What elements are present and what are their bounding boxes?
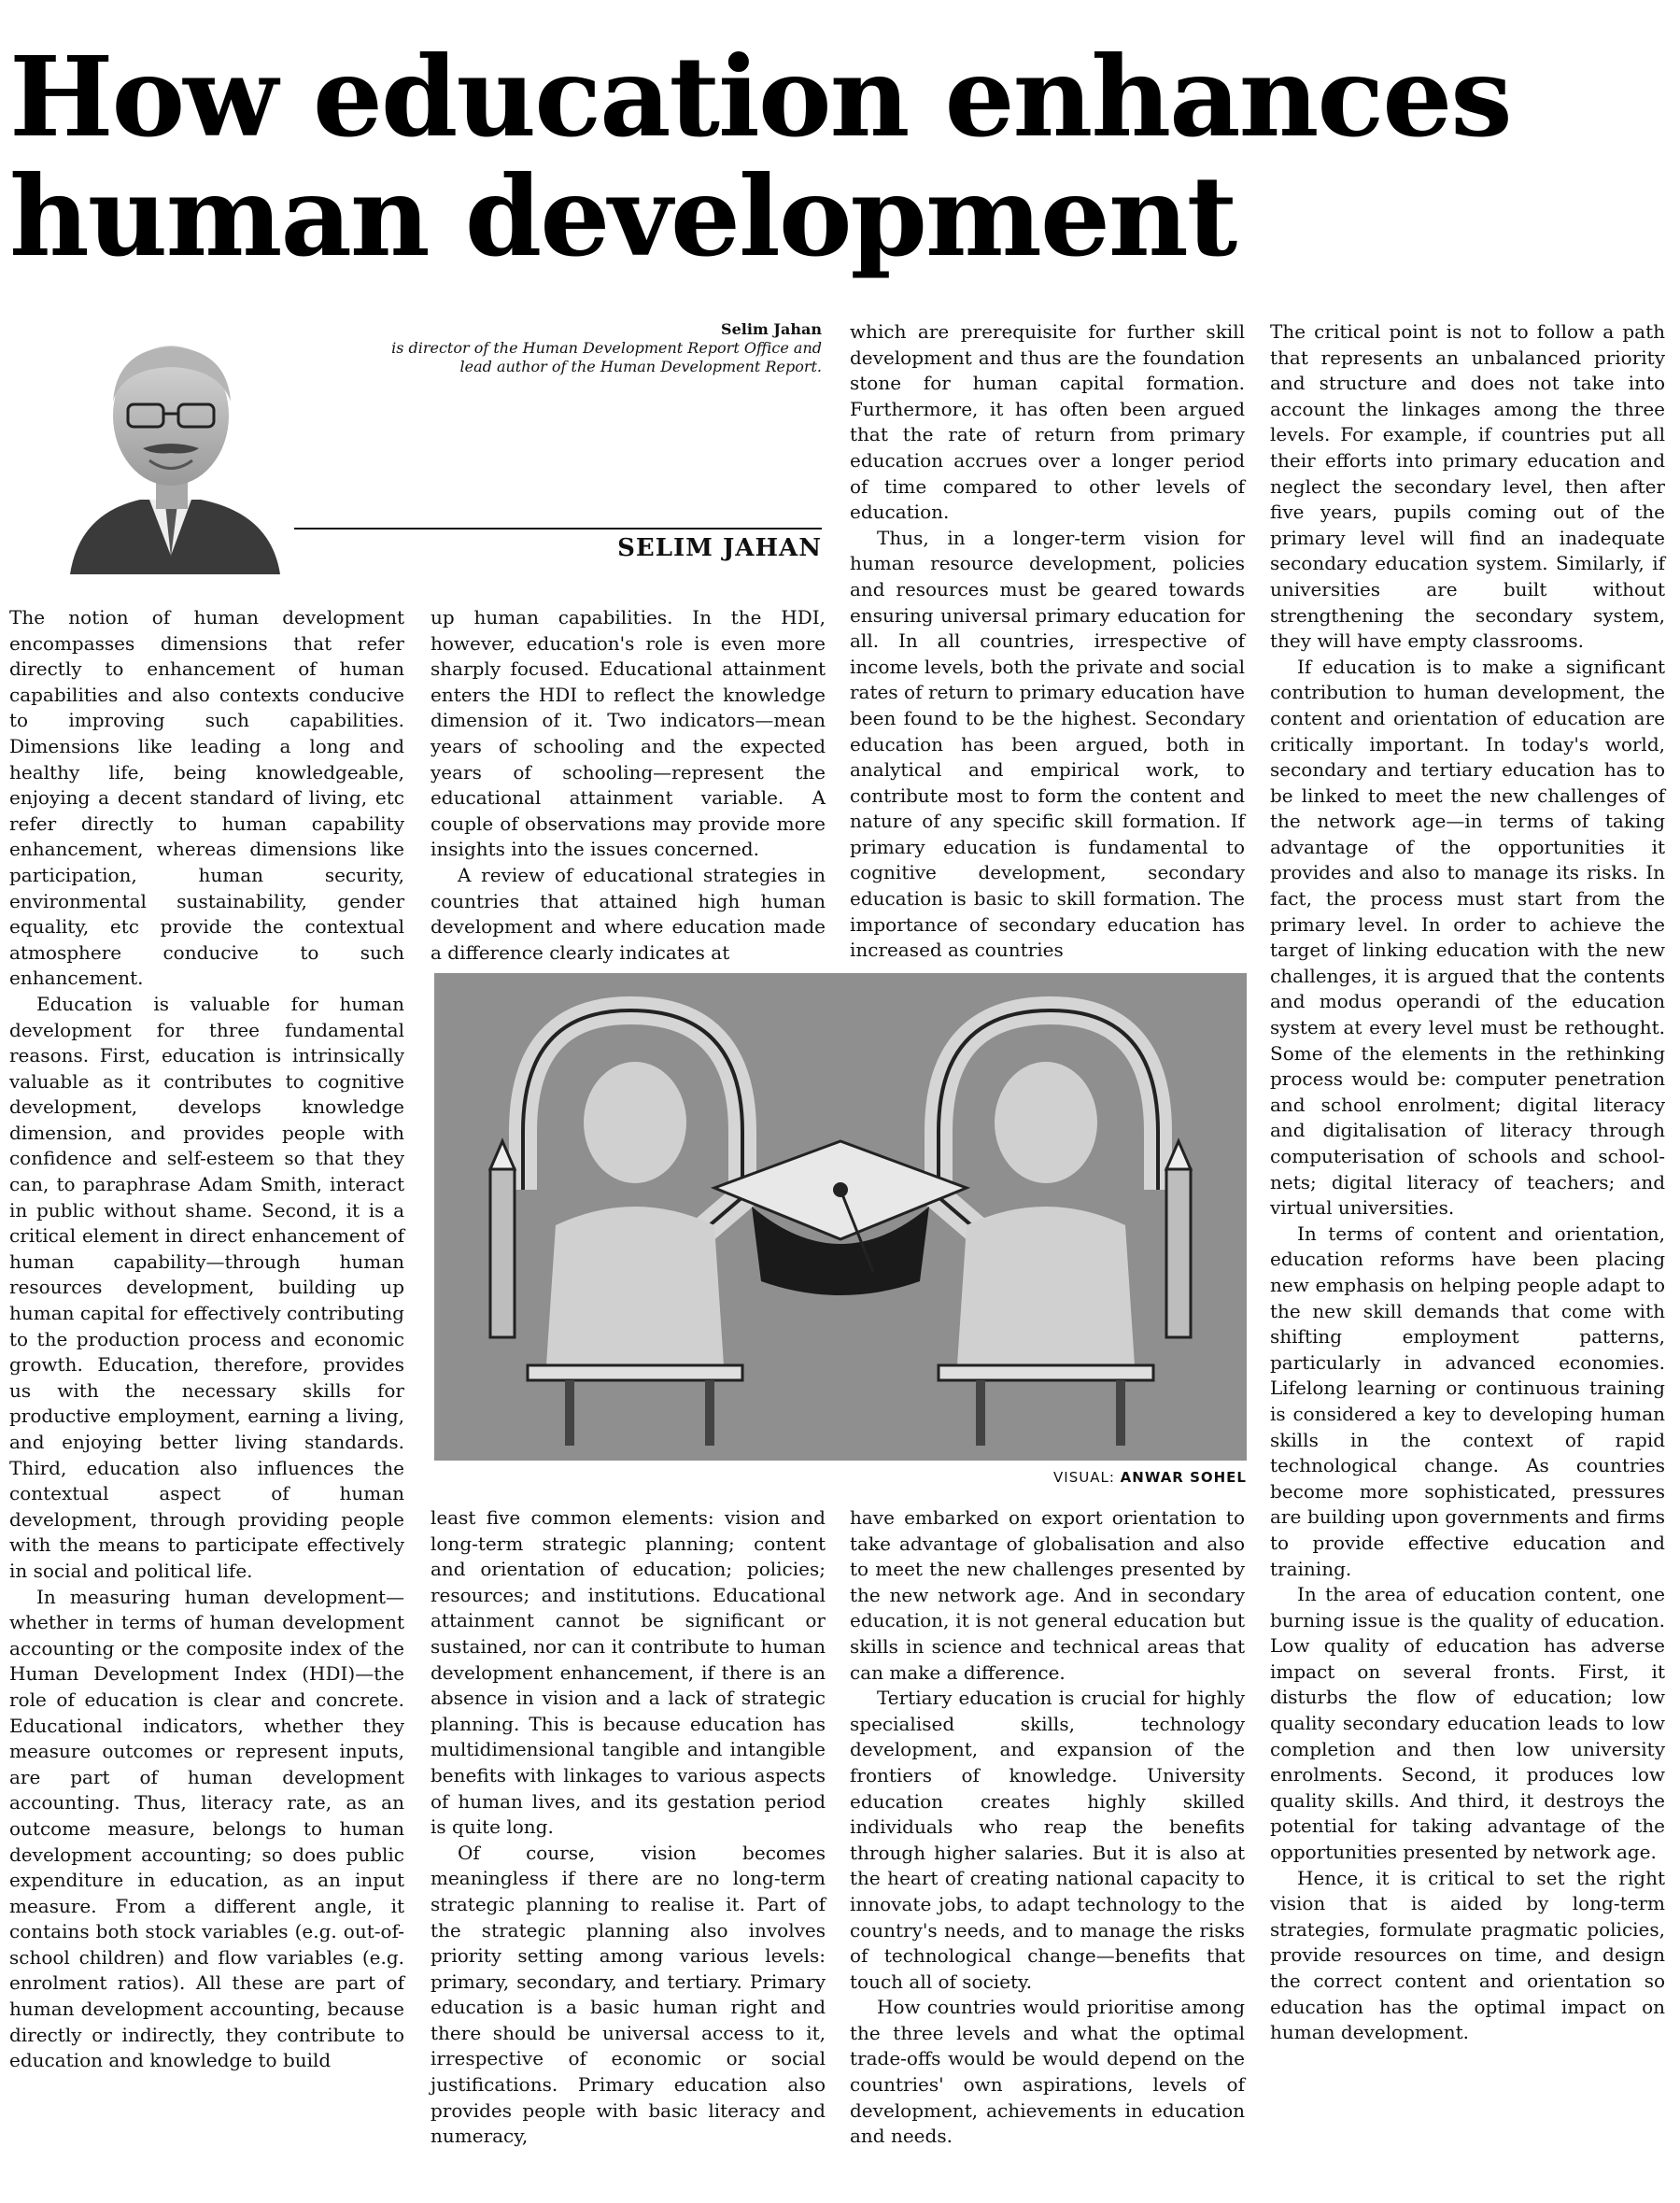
author-portrait	[51, 313, 294, 574]
column-3-bottom	[850, 1505, 1245, 2150]
paragraph: In terms of content and orientation, education reforms have been placing new emphasis on helping people adapt to the new skill demands that come with shifting employment patterns, particularly in advanced economies. Lifelong learning or continuous training is considered a key to developing human skills in the context of rapid technological change. As countries become more sophisticated, pressures are building upon governments and firms to provide effective education and training.	[1270, 1222, 1665, 1580]
visual-credit-name: ANWAR SOHEL	[1120, 1469, 1247, 1486]
paragraph: Hence, it is critical to set the right vision that is aided by long-term strategies, formulate pragmatic policies, provide resources on time, and design the correct content and orientation so education has the optimal impact on human development.	[1270, 1866, 1665, 2044]
paragraph: How countries would prioritise among the three levels and what the optimal trade-offs would be would depend on the countries' own aspirations, levels of development, achievements in education and needs.	[850, 1996, 1245, 2148]
column-3-top	[850, 319, 1245, 964]
byline-bio: is director of the Human Development Report Office and lead author of the Human Development Report.	[391, 339, 822, 375]
paragraph: least five common elements: vision and long-term strategic planning; content and orientation of education; policies; resources; and institutions. Educational attainment cannot be significant or sustained, nor can it contribute to human development enhancement, if there is an absence in vision and a lack of strategic planning. This is because education has multidimensional tangible and intangible benefits with linkages to various aspects of human lives, and its gestation period is quite long.	[431, 1506, 826, 1839]
column-2-bottom	[431, 1505, 826, 2150]
paragraph: which are prerequisite for further skill development and thus are the foundation stone for human capital formation. Furthermore, it has often been argued that the rate of return from primary education accrues over a longer period of time compared to other levels of education.	[850, 320, 1245, 524]
paragraph: In measuring human development—whether in terms of human development accounting or the composite index of the Human Development Index (HDI)—the role of education is clear and concrete. Educational indicators, whether they measure outcomes or represent inputs, are part of human development accounting. Thus, literacy rate, as an outcome measure, belongs to human development accounting; so does public expenditure in education, as an input measure. From a different angle, it contains both stock variables (e.g. out-of-school children) and flow variables (e.g. enrolment ratios). All these are part of human development accounting, because directly or indirectly, they contribute to education and knowledge to build	[9, 1585, 404, 2072]
paragraph: In the area of education content, one burning issue is the quality of education. Low quality of education has adverse impact on several fronts. First, it disturbs the flow of education; low quality secondary education leads to low completion and then low university enrolments. Second, it produces low quality skills. And third, it destroys the potential for taking advantage of the opportunities presented by network age.	[1270, 1583, 1665, 1864]
visual-credit	[840, 1469, 1247, 1486]
visual-credit-label: VISUAL:	[1053, 1469, 1115, 1486]
byline-name: Selim Jahan	[721, 320, 822, 338]
paragraph: If education is to make a significant contribution to human development, the content and orientation of education are critically important. In today's world, secondary and tertiary education has to be linked to meet the new challenges of the network age—in terms of taking advantage of the opportunities it provides and also to manage its risks. In fact, the process must start from the primary level. In order to achieve the target of linking education with the new challenges, it is argued that the contents and modus operandi of the education system at every level must be rethought. Some of the elements in the rethinking process would be: computer penetration and school enrolment; digital literacy and digitalisation of literacy through computerisation of schools and school-nets; digital literacy of teachers; and virtual universities.	[1270, 655, 1665, 1220]
paragraph: Education is valuable for human development for three fundamental reasons. First, education is intrinsically valuable as it contributes to cognitive development, develops knowledge dimension, and provides people with confidence and self-esteem so that they can, to paraphrase Adam Smith, interact in public without shame. Second, it is a critical element in direct enhancement of human capability—through human resources development, building up human capital for effectively contributing to the production process and economic growth. Education, therefore, provides us with the necessary skills for productive employment, earning a living, and enjoying better living standards. Third, education also influences the contextual aspect of human development, through providing people with the means to participate effectively in social and political life.	[9, 992, 404, 1582]
paragraph: The critical point is not to follow a path that represents an unbalanced priority and structure and does not take into account the linkages among the three levels. For example, if countries put all their efforts into primary education and neglect the secondary level, then after five years, pupils coming out of the primary level will find an inadequate secondary education system. Similarly, if universities are built without strengthening the secondary system, they will have empty classrooms.	[1270, 320, 1665, 653]
paragraph: Thus, in a longer-term vision for human resource development, policies and resources must be geared towards ensuring universal primary education for all. In all countries, irrespective of income levels, both the private and social rates of return to primary education have been found to be the highest. Secondary education has been argued, both in analytical and empirical work, to contribute most to form the content and nature of any specific skill formation. If primary education is fundamental to cognitive development, secondary education is basic to skill formation. The importance of secondary education has increased as countries	[850, 526, 1245, 962]
paragraph: up human capabilities. In the HDI, however, education's role is even more sharply focused. Educational attainment enters the HDI to reflect the knowledge dimension of it. Two indicators—mean years of schooling and the expected years of schooling—represent the educational attainment variable. A couple of observations may provide more insights into the issues concerned.	[431, 606, 826, 861]
headline: How education enhances human development	[9, 32, 1511, 281]
byline-caps: SELIM JAHAN	[617, 534, 822, 562]
illustration	[434, 973, 1247, 1461]
byline-rule	[294, 528, 822, 530]
byline-block	[374, 320, 822, 376]
paragraph: The notion of human development encompasses dimensions that refer directly to enhancement of human capabilities and also contexts conducive to improving such capabilities. Dimensions like leading a long and healthy life, being knowledgeable, enjoying a decent standard of living, etc refer directly to human capability enhancement, whereas dimensions like participation, human security, environmental sustainability, gender equality, etc provide the contextual atmosphere conducive to such enhancement.	[9, 606, 404, 990]
column-2-top	[431, 605, 826, 966]
paragraph: Tertiary education is crucial for highly specialised skills, technology development, and expansion of the frontiers of knowledge. University education creates highly skilled individuals who reap the benefits through higher salaries. But it is also at the heart of creating national capacity to innovate jobs, to adapt technology to the country's needs, and to manage the risks of technological change—benefits that touch all of society.	[850, 1687, 1245, 1993]
paragraph: have embarked on export orientation to take advantage of globalisation and also to meet the new challenges presented by the new network age. And in secondary education, it is not general education but skills in science and technical areas that can make a difference.	[850, 1506, 1245, 1684]
column-1	[9, 605, 404, 2074]
column-4	[1270, 319, 1665, 2046]
paragraph: Of course, vision becomes meaningless if there are no long-term strategic planning to realise it. Part of the strategic planning also involves priority setting among various levels: primary, secondary, and tertiary. Primary education is a basic human right and there should be universal access to it, irrespective of economic or social justifications. Primary education also provides people with basic literacy and numeracy,	[431, 1841, 826, 2148]
paragraph: A review of educational strategies in countries that attained high human development and where education made a difference clearly indicates at	[431, 863, 826, 964]
